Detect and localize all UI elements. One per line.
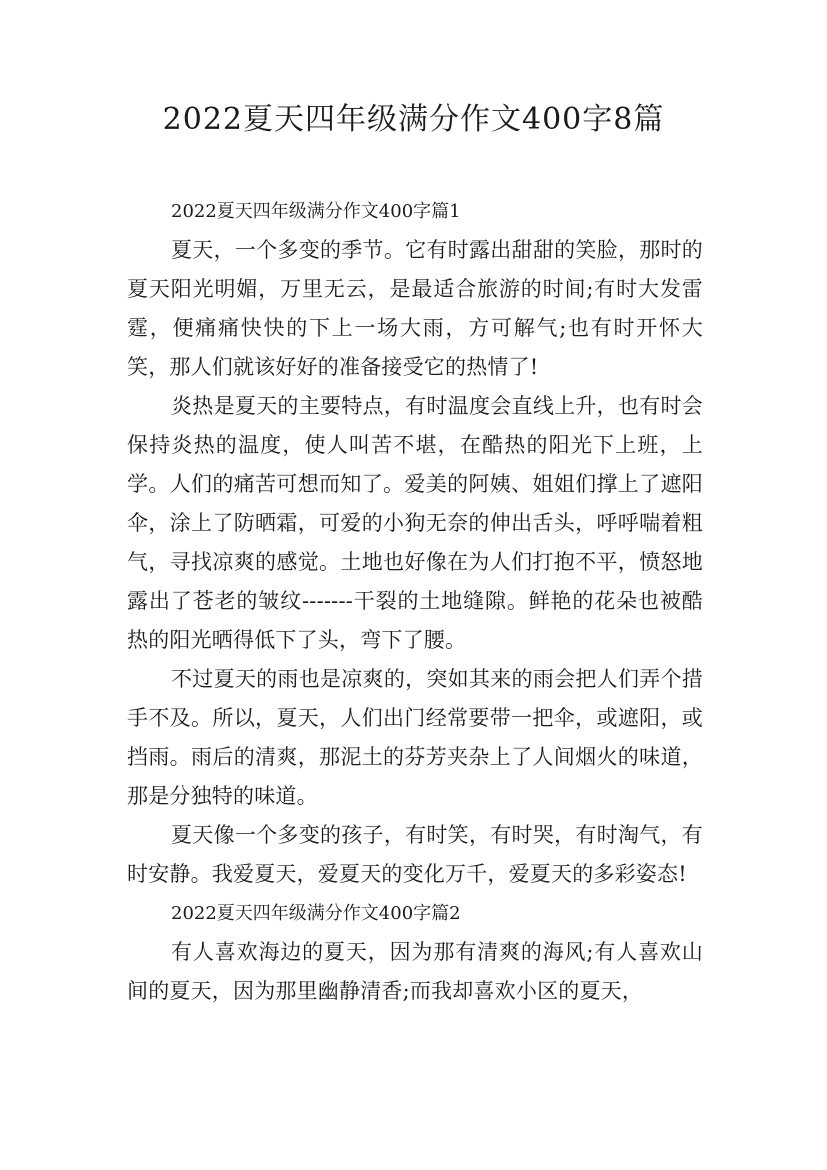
document-body [127,192,703,1011]
paragraph: 夏天像一个多变的孩子，有时笑，有时哭，有时淘气，有时安静。我爱夏天，爱夏天的变化万千，爱夏天的多彩姿态! [127,823,703,886]
document-title: 2022夏天四年级满分作文400字8篇 [162,102,665,137]
section-heading: 2022夏天四年级满分作文400字篇2 [171,903,461,924]
paragraph: 炎热是夏天的主要特点，有时温度会直线上升，也有时会保持炎热的温度，使人叫苦不堪，在酷热的阳光下上班，上学。人们的痛苦可想而知了。爱美的阿姨、姐姐们撑上了遮阳伞，涂上了防晒霜，可爱的小狗无奈的伸出舌头，呼呼喘着粗气，寻找凉爽的感觉。土地也好像在为人们打抱不平，愤怒地露出了苍老的皱纹-------干裂的土地缝隙。鲜艳的花朵也被酷热的阳光晒得低下了头，弯下了腰。 [127,394,703,652]
paragraph: 不过夏天的雨也是凉爽的，突如其来的雨会把人们弄个措手不及。所以，夏天，人们出门经常要带一把伞，或遮阳，或挡雨。雨后的清爽，那泥土的芬芳夹杂上了人间烟火的味道，那是分独特的味道。 [127,667,703,808]
section-heading: 2022夏天四年级满分作文400字篇1 [171,201,461,222]
paragraph: 有人喜欢海边的夏天，因为那有清爽的海风;有人喜欢山间的夏天，因为那里幽静清香;而我却喜欢小区的夏天， [127,940,703,1003]
paragraph: 夏天，一个多变的季节。它有时露出甜甜的笑脸，那时的夏天阳光明媚，万里无云，是最适合旅游的时间;有时大发雷霆，便痛痛快快的下上一场大雨，方可解气;也有时开怀大笑，那人们就该好好的准备接受它的热情了! [127,238,703,379]
